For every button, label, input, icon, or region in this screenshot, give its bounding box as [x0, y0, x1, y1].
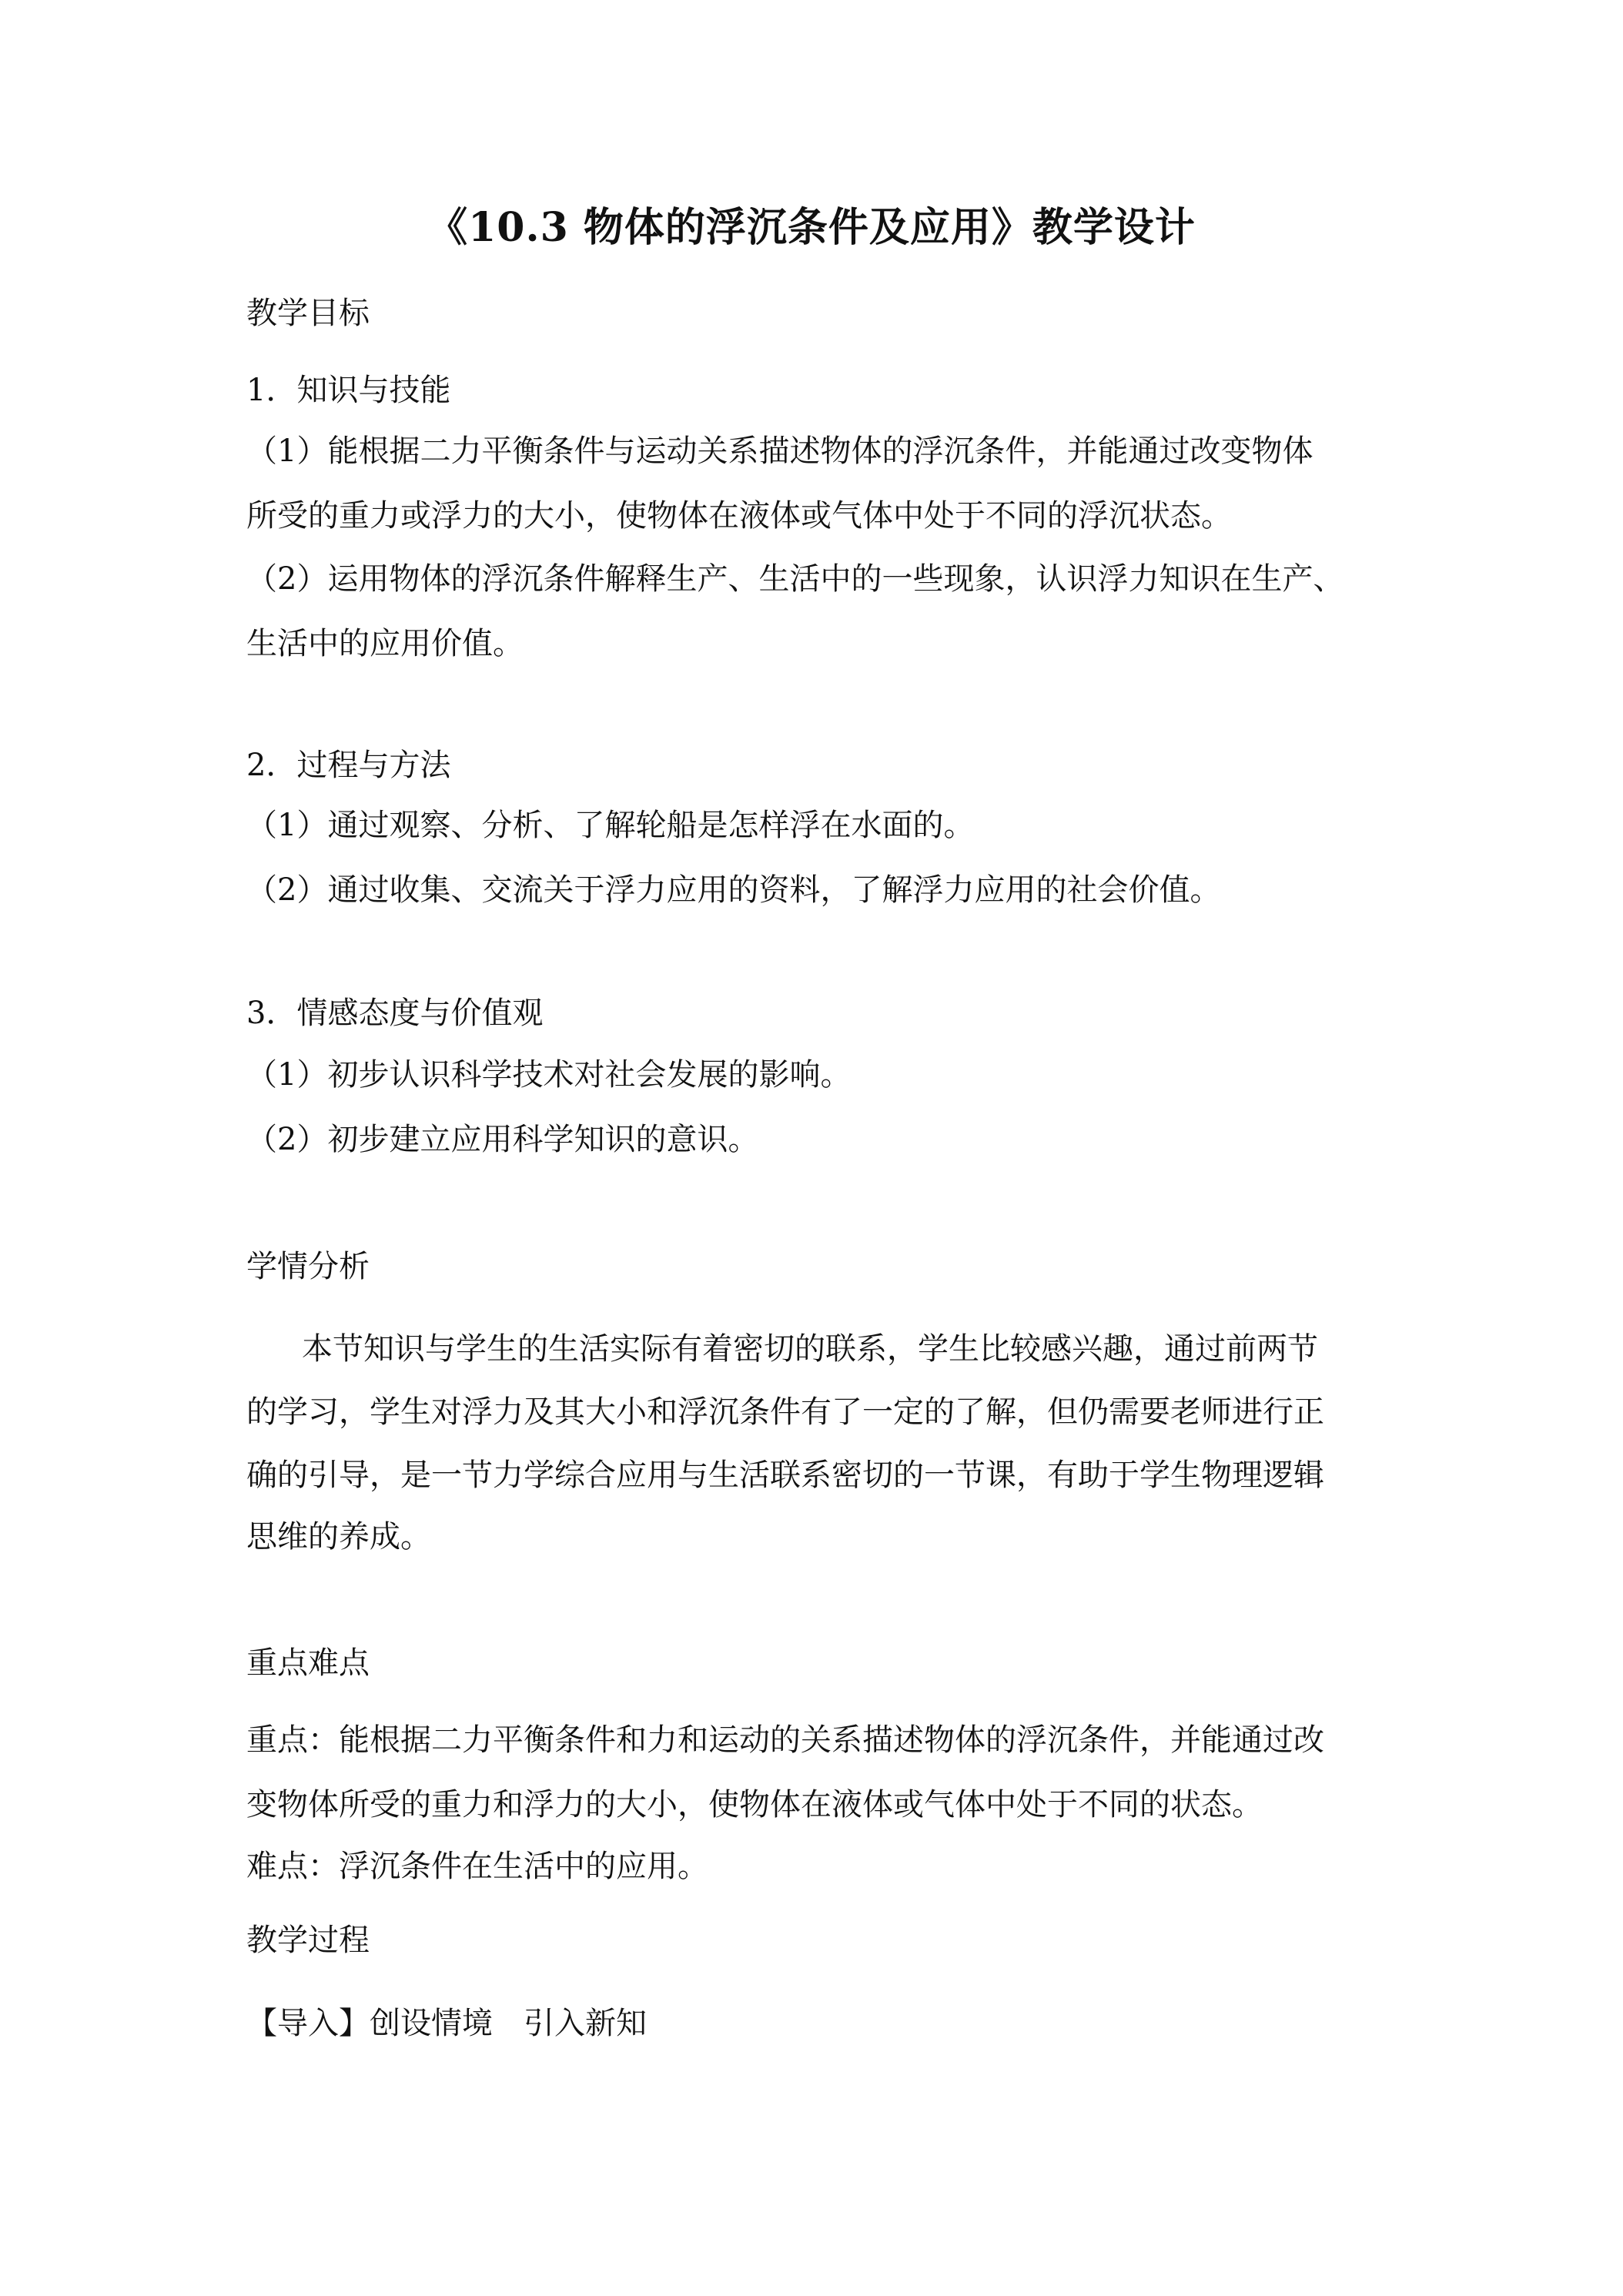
analysis-line3: 确的引导，是一节力学综合应用与生活联系密切的一节课，有助于学生物理逻辑: [246, 1458, 1324, 1493]
process-method-item2: （2）通过收集、交流关于浮力应用的资料，了解浮力应用的社会价值。: [246, 872, 1221, 908]
analysis-line4: 思维的养成。: [246, 1519, 431, 1555]
difficult-point: 难点：浮沉条件在生活中的应用。: [246, 1849, 708, 1884]
knowledge-item1-line2: 所受的重力或浮力的大小，使物体在液体或气体中处于不同的浮沉状态。: [246, 498, 1232, 534]
key-points-heading: 重点难点: [246, 1645, 370, 1681]
knowledge-item2-line1: （2）运用物体的浮沉条件解释生产、生活中的一些现象，认识浮力知识在生产、: [246, 561, 1344, 597]
knowledge-label: 1．知识与技能: [246, 373, 451, 408]
knowledge-item2-line2: 生活中的应用价值。: [246, 626, 524, 661]
emotion-item2: （2）初步建立应用科学知识的意识。: [246, 1122, 759, 1157]
key-point-line2: 变物体所受的重力和浮力的大小，使物体在液体或气体中处于不同的状态。: [246, 1787, 1263, 1822]
knowledge-item1-line1: （1）能根据二力平衡条件与运动关系描述物体的浮沉条件，并能通过改变物体: [246, 433, 1313, 469]
analysis-heading: 学情分析: [246, 1249, 370, 1284]
analysis-line2: 的学习，学生对浮力及其大小和浮沉条件有了一定的了解，但仍需要老师进行正: [246, 1394, 1324, 1430]
page-title: 《10.3 物体的浮沉条件及应用》教学设计: [427, 204, 1196, 251]
process-method-label: 2．过程与方法: [246, 748, 451, 783]
emotion-label: 3．情感态度与价值观: [246, 996, 544, 1031]
key-point-line1: 重点：能根据二力平衡条件和力和运动的关系描述物体的浮沉条件，并能通过改: [246, 1722, 1324, 1758]
emotion-item1: （1）初步认识科学技术对社会发展的影响。: [246, 1057, 852, 1093]
process-method-item1: （1）通过观察、分析、了解轮船是怎样浮在水面的。: [246, 808, 975, 843]
analysis-line1: 本节知识与学生的生活实际有着密切的联系，学生比较感兴趣，通过前两节: [302, 1331, 1318, 1367]
intro-section-heading: 【导入】创设情境 引入新知: [246, 2006, 647, 2041]
objectives-heading: 教学目标: [246, 296, 370, 331]
teaching-process-heading: 教学过程: [246, 1923, 370, 1958]
